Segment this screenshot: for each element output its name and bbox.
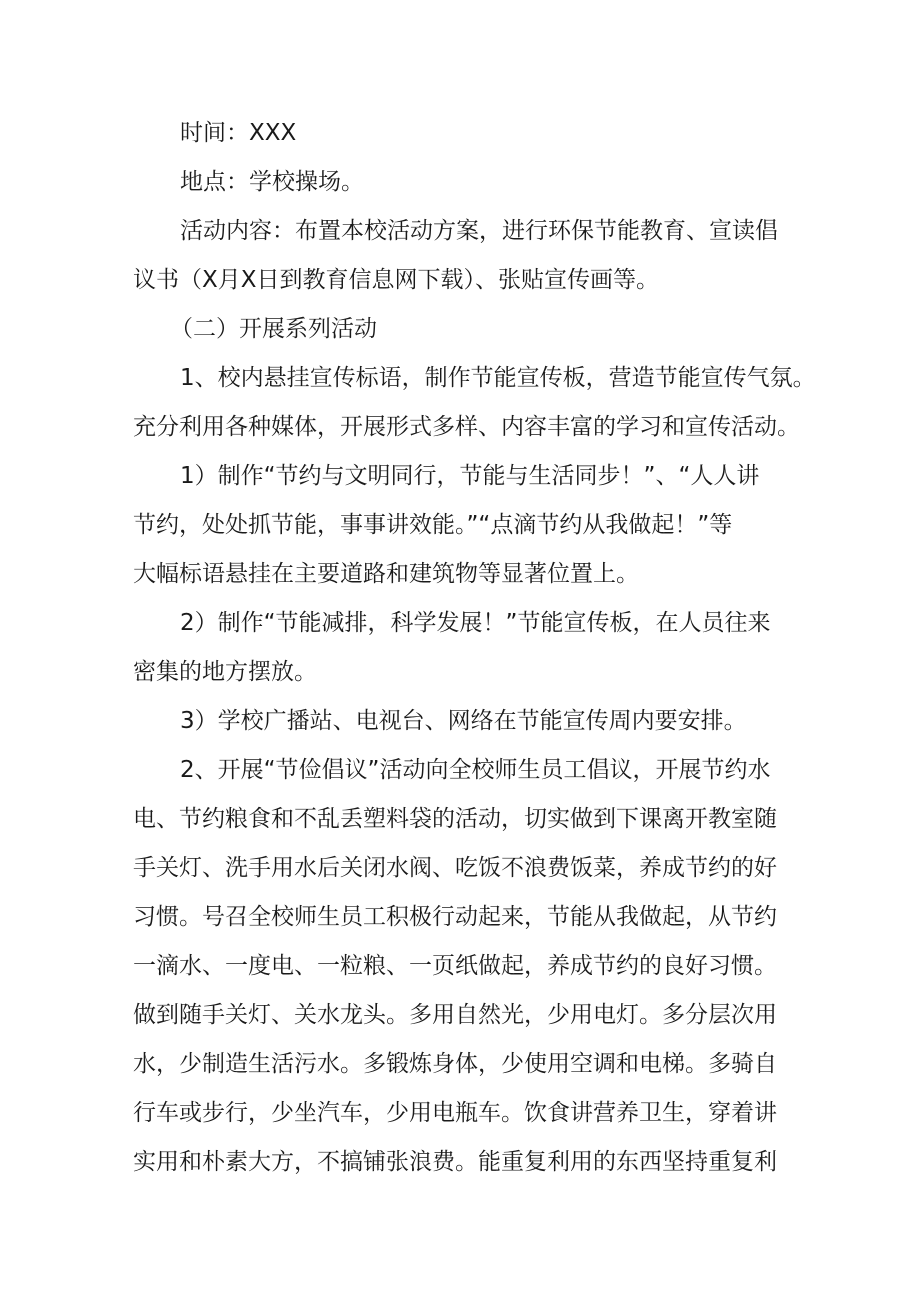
text-line: 行车或步行，少坐汽车，少用电瓶车。饮食讲营养卫生，穿着讲 — [133, 1100, 777, 1126]
text-line-location: 地点：学校操场。 — [180, 169, 364, 195]
text-line: 实用和朴素大方，不搞铺张浪费。能重复利用的东西坚持重复利 — [133, 1149, 777, 1175]
text-line: 节约，处处抓节能，事事讲效能。”“点滴节约从我做起！”等 — [133, 512, 733, 538]
text-line: 大幅标语悬挂在主要道路和建筑物等显著位置上。 — [133, 561, 639, 587]
text-line: 电、节约粮食和不乱丢塑料袋的活动，切实做到下课离开教室随 — [133, 806, 777, 832]
text-line: 一滴水、一度电、一粒粮、一页纸做起，养成节约的良好习惯。 — [133, 953, 777, 979]
text-line: 手关灯、洗手用水后关闭水阀、吃饭不浪费饭菜，养成节约的好 — [133, 855, 777, 881]
text-line: 1、校内悬挂宣传标语，制作节能宣传板，营造节能宣传气氛。 — [180, 365, 816, 391]
text-line: 2、开展“节俭倡议”活动向全校师生员工倡议，开展节约水 — [180, 757, 771, 783]
section-heading: （二）开展系列活动 — [170, 316, 377, 342]
text-line: 习惯。号召全校师生员工积极行动起来，节能从我做起，从节约 — [133, 904, 777, 930]
text-line: 议书（X月X日到教育信息网下载）、张贴宣传画等。 — [133, 267, 660, 293]
text-line: 1）制作“节约与文明同行，节能与生活同步！”、“人人讲 — [180, 463, 760, 489]
text-line-activity-content: 活动内容：布置本校活动方案，进行环保节能教育、宣读倡 — [180, 218, 778, 244]
text-line: 水，少制造生活污水。多锻炼身体，少使用空调和电梯。多骑自 — [133, 1051, 777, 1077]
text-line: 2）制作“节能减排，科学发展！”节能宣传板，在人员往来 — [180, 610, 771, 636]
text-line-time: 时间：XXX — [180, 120, 297, 146]
text-line: 3）学校广播站、电视台、网络在节能宣传周内要安排。 — [180, 708, 747, 734]
text-line: 密集的地方摆放。 — [133, 659, 317, 685]
text-line: 做到随手关灯、关水龙头。多用自然光，少用电灯。多分层次用 — [133, 1002, 777, 1028]
text-line: 充分利用各种媒体，开展形式多样、内容丰富的学习和宣传活动。 — [133, 414, 800, 440]
